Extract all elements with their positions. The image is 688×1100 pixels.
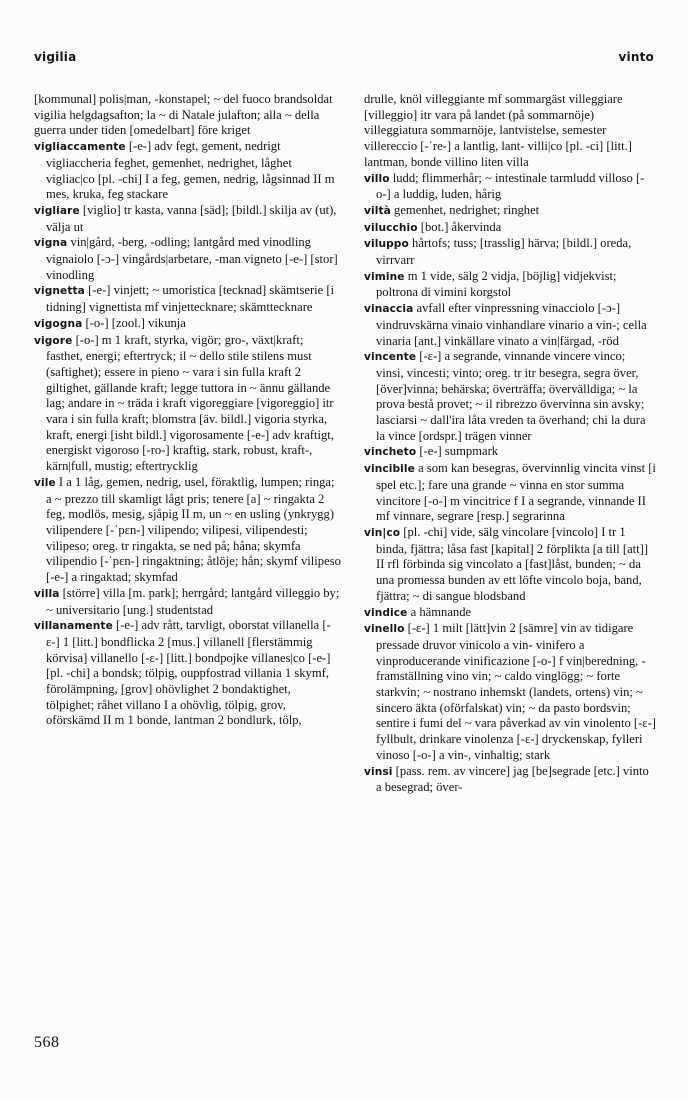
dictionary-entry	[34, 139, 342, 203]
right-column	[364, 92, 656, 1012]
entry-headword: villanamente	[34, 620, 113, 633]
dictionary-entry	[34, 235, 342, 283]
entry-headword: vincibile	[364, 463, 415, 476]
entry-headword: vinaccia	[364, 303, 414, 316]
dictionary-entry	[364, 220, 656, 237]
entry-definition: [-ɛ-] 1 milt [lätt]vin 2 [sämre] vin av tidigare pressade druvor vinicolo a vin- vinifero a vinproducerande vinificazione [-o-] f vin|beredning, -framställning vino vin; ~ caldo vinglögg; ~ forte starkvin; ~ nostrano inhemskt (landets, ortens) vin; ~ sincero äkta (oförfalskat) vin; ~ da pasto bordsvin; sentire i fumi del ~ vara påverkad av vin vinolento [-ɛ-] fyllbult, drinkare vinolenza [-ɛ-] dryckenskap, fylleri vinoso [-o-] a vin-, vinhaltig; stark	[376, 621, 656, 762]
entry-definition: [-o-] m 1 kraft, styrka, vigör; gro-, växt|kraft; fasthet, energi; eftertryck; il ~ dello stile stilens must (saftighet); essere in pieno ~ vara i sin fulla kraft 2 giltighet, gällande kraft; legge tuttora in ~ ännu gällande lag; andare in ~ träda i kraft vigoreggiare [vigoreggio] itr vara i sin fulla kraft; blomstra [äv. bildl.] vigoria styrka, kraft, energi [isht bildl.] vigorosamente [-e-] adv kraftigt, energiskt vigoroso [-ro-] kraftig, stark, robust, kraft-, kärn|full, mustig; eftertrycklig	[46, 332, 334, 474]
dictionary-entry	[364, 764, 656, 796]
entry-definition: [viglio] tr kasta, vanna [säd]; [bildl.] skilja av (ut), välja ut	[46, 202, 337, 234]
left-guide-word: vigilia	[34, 50, 77, 64]
entry-headword: vigna	[34, 237, 68, 250]
right-guide-word: vinto	[618, 50, 654, 64]
entry-definition: [kommunal] polis|man, -konstapel; ~ del fuoco brandsoldat vigilia helgdagsafton; la ~ di Natale julafton; alla ~ della guerra under tiden [omedelbart] före kriget	[34, 92, 333, 138]
dictionary-entry	[34, 92, 342, 139]
entry-headword: vigliaccamente	[34, 141, 126, 154]
entry-headword: vigore	[34, 334, 73, 347]
entry-headword: villo	[364, 172, 390, 185]
dictionary-entry	[34, 475, 342, 586]
entry-definition: [större] villa [m. park]; herrgård; lantgård villeggio by; ~ universitario [ung.] studentstad	[46, 585, 340, 617]
entry-definition: hårtofs; tuss; [trasslig] härva; [bildl.] oreda, virrvarr	[376, 236, 632, 268]
entry-definition: [pass. rem. av vincere] jag [be]segrade [etc.] vinto a besegrad; över-	[376, 763, 649, 795]
dictionary-entry	[364, 444, 656, 461]
entry-headword: vigogna	[34, 317, 83, 330]
entry-definition: vin|gård, -berg, -odling; lantgård med vinodling vignaiolo [-ɔ-] vingårds|arbetare, -man vigneto [-e-] [stor] vinodling	[46, 235, 338, 282]
dictionary-entry	[364, 92, 656, 171]
entry-definition: [pl. -chi] vide, sälg vincolare [vincolo] I tr 1 binda, fjättra; låsa fast [kapital] 2 förplikta [a till [att]] II rfl förbinda sig vincolato a [fast]låst, bunden; ~ da una promessa bunden av ett löfte vincolo boja, band, fjättra; ~ di sangue blodsband	[376, 524, 649, 603]
dictionary-entry	[364, 621, 656, 763]
entry-definition: gemenhet, nedrighet; ringhet	[394, 202, 540, 217]
entry-headword: vile	[34, 476, 56, 489]
dictionary-entry	[364, 605, 656, 622]
entry-definition: a hämnande	[410, 604, 472, 619]
left-column	[34, 92, 342, 1012]
entry-definition: m 1 vide, sälg 2 vidja, [böjlig] vidjekvist; poltrona di vimini korgstol	[376, 268, 617, 300]
entry-definition: [-o-] [zool.] vikunja	[85, 315, 186, 330]
dictionary-entry	[364, 349, 656, 444]
dictionary-entry	[34, 203, 342, 235]
entry-definition: ludd; flimmerhår; ~ intestinale tarmludd villoso [-o-] a luddig, luden, hårig	[376, 170, 645, 202]
entry-definition: [-e-] adv rått, tarvligt, oborstat villanella [-ɛ-] 1 [litt.] bondflicka 2 [mus.] villanell [flerstämmig körvisa] villanello [-ɛ-] [litt.] bondpojke villanes|co [-e-] [pl. -chi] a bondsk; tölpig, ouppfostrad villania 1 skymf, förolämpning, [grov] ohövlighet 2 bondaktighet, tölpighet; råhet villano I a ohövlig, tölpig, grov, oförskämd II m 1 bonde, lantman 2 bondlurk, tölp,	[46, 618, 331, 728]
entry-definition: [bot.] åkervinda	[420, 219, 502, 234]
entry-definition: [-e-] sumpmark	[419, 444, 499, 459]
entry-definition: I a 1 låg, gemen, nedrig, usel, föraktlig, lumpen; ringa; a ~ prezzo till skamligt lågt pris; tenere [a] ~ ringakta 2 feg, modlös, mesig, sjåpig II m, un ~ en usling (ynkrygg) vilipendere [-ˈpɛn-] vilipendo; vilipesi, vilipendesti; vilipeso; oreg. tr ringakta, se ned på; håna; skymfa vilipendio [-ˈpɛn-] ringaktning; åtlöje; hån; skymf vilipeso [-e-] a ringaktad; skymfad	[46, 474, 341, 585]
entry-definition: a som kan besegras, övervinnlig vincita vinst [i spel etc.]; fare una grande ~ vinna en stor summa vincitore [-o-] m vincitrice f I a segrande, vinnande II mf vinnare, segrare [resp.] segrarinna	[376, 461, 656, 524]
entry-headword: villa	[34, 587, 60, 600]
dictionary-entry	[34, 316, 342, 333]
entry-headword: vincente	[364, 351, 417, 364]
dictionary-entry	[364, 525, 656, 605]
dictionary-entry	[364, 269, 656, 301]
dictionary-entry	[34, 333, 342, 475]
entry-headword: vimine	[364, 270, 405, 283]
dictionary-entry	[34, 618, 342, 729]
dictionary-entry	[364, 301, 656, 349]
entry-headword: vinsi	[364, 765, 393, 778]
page-number: 568	[34, 1034, 60, 1051]
entry-headword: vigliare	[34, 204, 80, 217]
entry-definition: [-e-] adv fegt, gement, nedrigt vigliaccheria feghet, gemenhet, nedrighet, låghet vigliac|co [pl. -chi] I a feg, gemen, nedrig, lågsinnad II m mes, kruka, feg stackare	[46, 139, 335, 202]
dictionary-entry	[34, 283, 342, 315]
entry-headword: vindice	[364, 606, 408, 619]
entry-definition: avfall efter vinpressning vinacciolo [-ɔ-] vindruvskärna vinaio vinhandlare vinario a vin-; cella vinaria [ant.] vinkällare vinato a vin|färgad, -röd	[376, 301, 647, 348]
entry-headword: vincheto	[364, 446, 417, 459]
entry-headword: vilucchio	[364, 221, 418, 234]
entry-headword: vinello	[364, 623, 405, 636]
entry-headword: vin|co	[364, 526, 401, 539]
dictionary-entry	[364, 203, 656, 220]
entry-headword: viluppo	[364, 238, 409, 251]
entry-definition: [-e-] vinjett; ~ umoristica [tecknad] skämtserie [i tidning] vignettista mf vinjettecknare; skämttecknare	[46, 283, 335, 315]
entry-definition: [-ɛ-] a segrande, vinnande vincere vinco; vinsi, vincesti; vinto; oreg. tr itr besegra, segra över, [över]vinna; behärska; överträffa; övervälldiga; ~ la prova bestå provet; ~ il ribrezzo övervinna sin avsky; lasciarsi ~ dall'ira låta vreden ta överhand; chi la dura la vince [ordspr.] trägen vinner	[376, 349, 646, 443]
dictionary-entry	[364, 171, 656, 203]
entry-headword: vignetta	[34, 285, 85, 298]
dictionary-entry	[364, 236, 656, 268]
dictionary-entry	[364, 461, 656, 525]
dictionary-entry	[34, 586, 342, 618]
entry-definition: drulle, knöl villeggiante mf sommargäst villeggiare [villeggio] itr vara på landet (på sommarnöje) villeggiatura sommarnöje, lantvistelse, semester villereccio [-ˈre-] a lantlig, lant- villi|co [pl. -ci] [litt.] lantman, bonde villino liten villa	[364, 92, 632, 169]
entry-headword: viltà	[364, 204, 391, 217]
